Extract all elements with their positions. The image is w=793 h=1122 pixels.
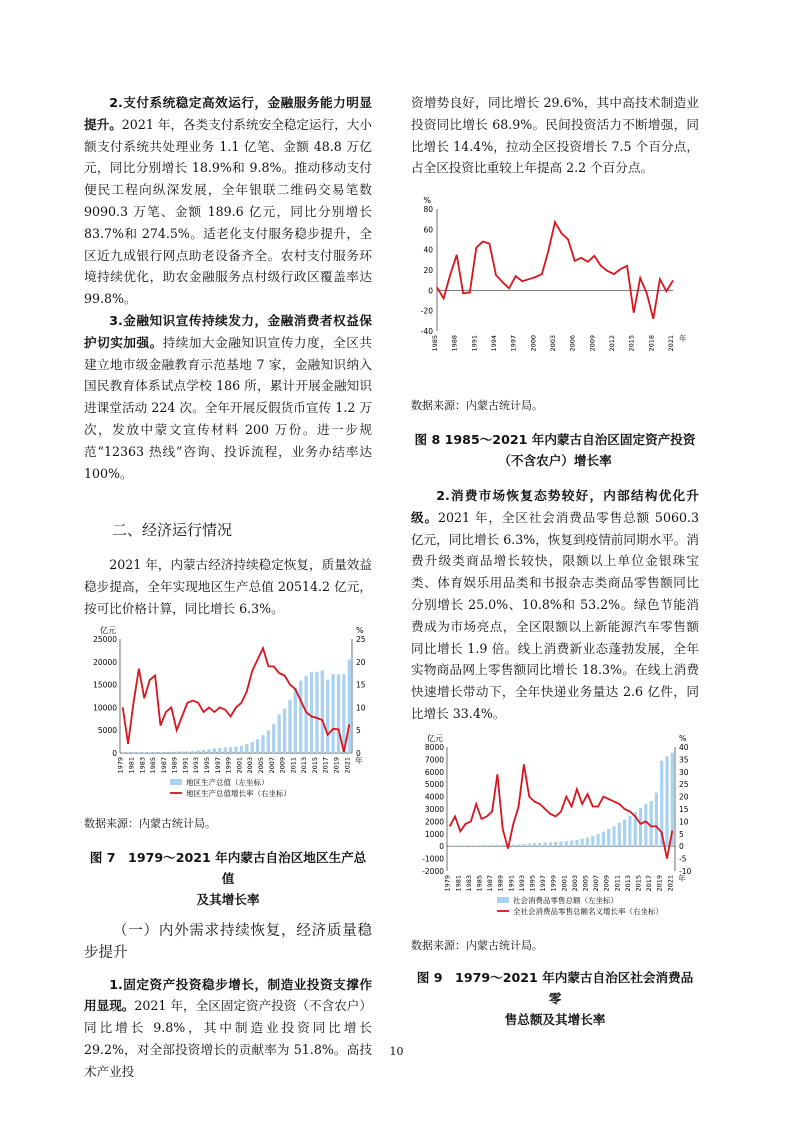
y-tick-label: 20 — [423, 266, 433, 276]
x-tick-label: 2019 — [655, 874, 664, 892]
x-tick-label: 2009 — [602, 874, 611, 892]
section-heading: 二、经济运行情况 — [112, 521, 233, 540]
bar — [197, 750, 200, 752]
right-tick-label: 25 — [679, 779, 689, 789]
left-tick-label: 5000 — [424, 779, 444, 789]
right-tick-label: 35 — [679, 755, 689, 765]
x-tick-label: 2001 — [235, 756, 244, 774]
right-tick-label: 0 — [356, 748, 361, 758]
x-tick-label: 1987 — [486, 874, 495, 892]
gdp-chart — [84, 625, 372, 805]
bar — [565, 841, 568, 846]
y-tick-label: 60 — [423, 225, 433, 235]
x-tick-label: 1985 — [475, 874, 484, 892]
bar — [655, 792, 658, 846]
right-tick-label: 40 — [679, 742, 689, 752]
bar — [331, 674, 334, 753]
x-tick-label: 1999 — [549, 874, 558, 892]
right-tick-label: 25 — [356, 634, 366, 644]
left-column — [84, 92, 372, 1083]
left-tick-label: 2000 — [424, 817, 444, 827]
x-tick-label: 1995 — [203, 756, 212, 774]
paragraph-body: 2021 年，全区固定资产投资（不含农户）同比增长 9.8%，其中制造业投资同比增长 29.2%，对全部投资增长的贡献率为 51.8%。高技术产业投 — [84, 998, 372, 1079]
left-tick-label: 7000 — [424, 755, 444, 765]
x-tick-label: 2007 — [267, 756, 276, 774]
left-tick-label: -1000 — [422, 854, 444, 864]
x-tick-label: 2009 — [278, 756, 287, 774]
left-tick-label: 3000 — [424, 804, 444, 814]
x-tick-label: 2007 — [592, 874, 601, 892]
left-tick-label: 8000 — [424, 742, 444, 752]
left-tick-label: 20000 — [93, 657, 117, 667]
bar — [586, 837, 589, 846]
x-tick-label: 2009 — [588, 335, 597, 352]
bar — [261, 735, 264, 753]
figure-9-caption-line1: 图 9 1979～2021 年内蒙古自治区社会消费品零 — [416, 969, 694, 1006]
bar — [272, 723, 275, 752]
page-number: 10 — [389, 1045, 404, 1058]
bar — [326, 679, 329, 752]
x-tick-label: 1991 — [470, 335, 479, 352]
bar — [153, 752, 156, 753]
bar — [517, 844, 520, 846]
bar — [256, 739, 259, 753]
figure-9-source: 数据来源：内蒙古统计局。 — [411, 938, 543, 952]
x-tick-label: 2015 — [634, 874, 643, 892]
paragraph-investment-cont: 资增势良好，同比增长 29.6%，其中高技术制造业投资同比增长 68.9%。民间投资活力不断增强，同比增长 14.4%，拉动全区投资增长 7.5 个百分点，占全区投资比重较上年提高 2.2 个百分点。 — [411, 95, 699, 176]
bar — [218, 748, 221, 753]
legend-label: 全社会消费品零售总额名义增长率（右坐标） — [513, 906, 663, 916]
right-tick-label: 15 — [356, 680, 366, 690]
left-tick-label: 1000 — [424, 829, 444, 839]
figure-8-caption-line2: （不含农户）增长率 — [498, 452, 612, 468]
x-tick-label: 1997 — [539, 874, 548, 892]
paragraph-payment — [84, 92, 372, 310]
x-tick-label: 1997 — [509, 335, 518, 352]
bar — [538, 843, 541, 846]
y-tick-label: -20 — [420, 306, 433, 316]
bar — [202, 750, 205, 753]
x-tick-label: 1983 — [464, 874, 473, 892]
legend-label: 地区生产总值（左坐标） — [186, 777, 269, 787]
bar — [180, 751, 183, 752]
left-tick-label: 6000 — [424, 767, 444, 777]
x-tick-label: 2021 — [667, 335, 675, 352]
paragraph-investment — [84, 974, 372, 1083]
bar — [267, 730, 270, 753]
x-tick-label: 1987 — [159, 756, 168, 774]
investment-growth-chart — [411, 195, 699, 385]
paragraph-heading: 2.消费市场恢复态势较好，内部结构优化升级。 — [411, 487, 699, 525]
right-tick-label: 0 — [679, 841, 684, 851]
x-tick-label: 1979 — [116, 756, 125, 774]
bar — [283, 708, 286, 752]
x-tick-label: 2013 — [623, 874, 632, 892]
bar — [175, 751, 178, 752]
right-tick-label: 20 — [356, 657, 366, 667]
bar — [191, 751, 194, 753]
bar — [644, 804, 647, 846]
paragraph-heading: 1.固定资产投资稳步增长，制造业投资支撑作用显现。 — [84, 976, 372, 1014]
bar — [288, 700, 291, 753]
x-tick-label: 1985 — [431, 335, 439, 352]
x-tick-label: 1995 — [528, 874, 537, 892]
x-tick-label: 1989 — [170, 756, 179, 774]
bar — [224, 747, 227, 752]
x-tick-label: 2015 — [310, 756, 319, 774]
right-column — [411, 92, 699, 1030]
x-axis-unit: 年 — [678, 873, 686, 883]
x-tick-label: 2005 — [581, 874, 590, 892]
bar — [639, 808, 642, 846]
x-tick-label: 1993 — [192, 756, 201, 774]
paragraph-body: 2021 年，全区社会消费品零售总额 5060.3 亿元，同比增长 6.3%，恢复到疫情前同期水平。消费升级类商品增长较快，限额以上单位金银珠宝类、体育娱乐用品类和书报杂志类商品零售额同比分别增长 25.0%、10.8%和 53.2%。绿色节能消费成为市场亮点，全区限额以上新能源汽车零售额同比增长 1.9 倍。线上消费新业态蓬勃发展，全年实物商品网上零售额同比增长 18.3%。在线上消费快速增长带动下，全年快递业务量达 2.6 亿件，同比增长 33.4%。 — [411, 509, 700, 721]
x-tick-label: 2019 — [332, 756, 341, 774]
bar — [559, 841, 562, 846]
bar — [575, 840, 578, 846]
figure-9-chart — [411, 733, 699, 927]
bar — [612, 826, 615, 846]
x-tick-label: 1997 — [213, 756, 222, 774]
bar — [485, 845, 488, 846]
x-tick-label: 1989 — [496, 874, 505, 892]
left-tick-label: 0 — [439, 841, 444, 851]
bar — [186, 751, 189, 753]
x-tick-label: 1981 — [454, 874, 463, 892]
bar — [602, 831, 605, 846]
figure-8-caption-line1: 图 8 1985～2021 年内蒙古自治区固定资产投资 — [414, 431, 696, 447]
bar — [570, 840, 573, 846]
bar — [299, 680, 302, 752]
figure-8-chart — [411, 195, 699, 389]
legend-label: 社会消费品零售总额（左坐标） — [513, 895, 618, 905]
paragraph-heading: 3.金融知识宣传持续发力，金融消费者权益保护切实加强。 — [84, 312, 372, 350]
x-tick-label: 1985 — [149, 756, 158, 774]
x-tick-label: 1988 — [450, 335, 459, 352]
bar — [650, 801, 653, 846]
x-tick-label: 2012 — [608, 335, 616, 352]
bar — [618, 823, 621, 846]
x-tick-label: 1981 — [127, 756, 136, 774]
x-tick-label: 2021 — [343, 756, 352, 774]
right-axis-unit: % — [679, 733, 687, 743]
y-axis-unit: % — [423, 196, 431, 206]
bar — [496, 845, 499, 846]
bar — [607, 829, 610, 846]
left-tick-label: 0 — [112, 748, 117, 758]
growth-line — [437, 222, 673, 319]
x-tick-label: 1993 — [517, 874, 526, 892]
bar — [623, 819, 626, 846]
x-tick-label: 1979 — [443, 874, 452, 892]
bar — [554, 842, 557, 846]
bar — [512, 844, 515, 846]
right-tick-label: 20 — [679, 792, 689, 802]
figure-8-source: 数据来源：内蒙古统计局。 — [411, 399, 543, 413]
bar — [229, 747, 232, 753]
bar — [342, 674, 345, 753]
left-axis-unit: 亿元 — [427, 733, 443, 743]
figure-7-caption-line2: 及其增长率 — [196, 891, 260, 907]
x-tick-label: 2011 — [289, 756, 298, 774]
bar — [628, 816, 631, 846]
right-tick-label: 15 — [679, 804, 689, 814]
bar — [581, 839, 584, 846]
subsection-heading: （一）内外需求持续恢复，经济质量稳步提升 — [84, 922, 372, 961]
x-tick-label: 2021 — [666, 874, 675, 892]
x-tick-label: 2013 — [300, 756, 309, 774]
bar — [549, 842, 552, 846]
bar — [665, 756, 668, 846]
paragraph-education — [84, 310, 372, 484]
right-tick-label: 5 — [356, 725, 361, 735]
x-tick-label: 2003 — [549, 335, 557, 352]
legend-label: 地区生产总值增长率（右坐标） — [186, 788, 291, 798]
bar — [305, 676, 308, 753]
bar — [348, 659, 351, 753]
bar — [278, 714, 281, 753]
x-tick-label: 2000 — [529, 335, 538, 352]
y-tick-label: 0 — [428, 286, 433, 296]
paragraph-body: 2021 年，各类支付系统安全稳定运行，大小额支付系统共处理业务 1.1 亿笔、金额 48.8 万亿元，同比分别增长 18.9%和 9.8%。推动移动支付便民工程向纵深发展，全年银联二维码交易笔数 9090.3 万笔、金额 189.6 亿元，同比分别增长 83.7%和 274.5%。适老化支付服务稳步提升，全区近九成银行网点助老设备齐全。农村支付服务环境持续优化，助农金融服务点村级行政区覆盖率达 99.8%。 — [84, 116, 372, 307]
bar — [240, 746, 243, 753]
bar — [164, 752, 167, 753]
bar — [490, 845, 493, 846]
left-tick-label: 4000 — [424, 792, 444, 802]
retail-sales-chart — [411, 733, 699, 923]
bar — [159, 752, 162, 753]
left-tick-label: 10000 — [93, 703, 117, 713]
bar — [310, 672, 313, 753]
right-tick-label: 10 — [679, 817, 689, 827]
bar — [544, 842, 547, 846]
paragraph-heading: 2.支付系统稳定高效运行，金融服务能力明显提升。 — [84, 95, 372, 132]
bar — [148, 752, 151, 753]
bar — [597, 834, 600, 846]
x-tick-label: 2011 — [613, 874, 622, 892]
x-tick-label: 1991 — [507, 874, 516, 892]
right-tick-label: -5 — [679, 854, 687, 864]
x-tick-label: 2001 — [560, 874, 569, 892]
paragraph-body: 持续加大金融知识宣传力度，全区共建立地市级金融教育示范基地 7 家，金融知识纳入国民教育体系试点学校 186 所，累计开展金融知识进课堂活动 224 次。全年开展反假货币宣传 1.2 万次，发放中蒙文宣传材料 200 万份。进一步规范“12363 热线”咨询、投诉流程，业务办结率达 100%。 — [84, 334, 373, 481]
x-tick-label: 2005 — [256, 756, 265, 774]
y-tick-label: -40 — [420, 327, 433, 337]
x-axis-unit: 年 — [679, 334, 687, 344]
bar — [337, 674, 340, 752]
bar — [533, 843, 536, 846]
bar — [294, 687, 297, 752]
x-tick-label: 2018 — [647, 335, 656, 352]
right-axis-unit: % — [356, 625, 364, 635]
x-tick-label: 1999 — [224, 756, 233, 774]
figure-7-caption-line1: 图 7 1979～2021 年内蒙古自治区地区生产总值 — [89, 849, 367, 886]
right-tick-label: 5 — [679, 829, 684, 839]
right-tick-label: -10 — [679, 866, 692, 876]
x-tick-label: 2017 — [645, 874, 654, 892]
x-tick-label: 2006 — [568, 335, 577, 352]
x-axis-unit: 年 — [355, 755, 363, 765]
figure-7-chart — [84, 625, 372, 809]
growth-line — [123, 648, 350, 752]
bar — [501, 845, 504, 846]
bar — [315, 671, 318, 752]
bar — [591, 836, 594, 846]
x-tick-label: 1991 — [181, 756, 190, 774]
left-tick-label: 25000 — [93, 634, 117, 644]
figure-7-source: 数据来源：内蒙古统计局。 — [84, 816, 216, 830]
left-axis-unit: 亿元 — [100, 625, 116, 635]
x-tick-label: 2003 — [570, 874, 579, 892]
bar — [528, 843, 531, 846]
bar — [245, 744, 248, 753]
x-tick-label: 1994 — [490, 335, 498, 352]
legend-bar-swatch — [497, 897, 509, 903]
bar — [234, 746, 237, 752]
bar — [251, 742, 254, 753]
bar — [213, 748, 216, 752]
y-tick-label: 40 — [423, 245, 433, 255]
right-tick-label: 30 — [679, 767, 689, 777]
x-tick-label: 2017 — [321, 756, 330, 774]
bar — [469, 845, 472, 846]
paragraph-economy: 2021 年，内蒙古经济持续稳定恢复，质量效益稳步提高，全年实现地区生产总值 20514.2 亿元，按可比价格计算，同比增长 6.3%。 — [84, 557, 372, 616]
bar — [207, 749, 210, 753]
bar — [321, 670, 324, 753]
x-tick-label: 2015 — [627, 335, 636, 352]
paragraph-consumption — [411, 485, 699, 725]
bar — [522, 844, 525, 846]
x-tick-label: 2003 — [246, 756, 255, 774]
y-tick-label: 80 — [423, 205, 433, 215]
left-tick-label: 15000 — [93, 680, 117, 690]
bar — [170, 752, 173, 753]
x-tick-label: 1983 — [138, 756, 147, 774]
bar — [475, 845, 478, 846]
left-tick-label: -2000 — [422, 866, 444, 876]
legend-bar-swatch — [170, 779, 182, 785]
bar — [480, 845, 483, 846]
right-tick-label: 10 — [356, 703, 366, 713]
figure-9-caption-line2: 售总额及其增长率 — [504, 1011, 606, 1027]
bar — [464, 845, 467, 846]
left-tick-label: 5000 — [97, 725, 117, 735]
